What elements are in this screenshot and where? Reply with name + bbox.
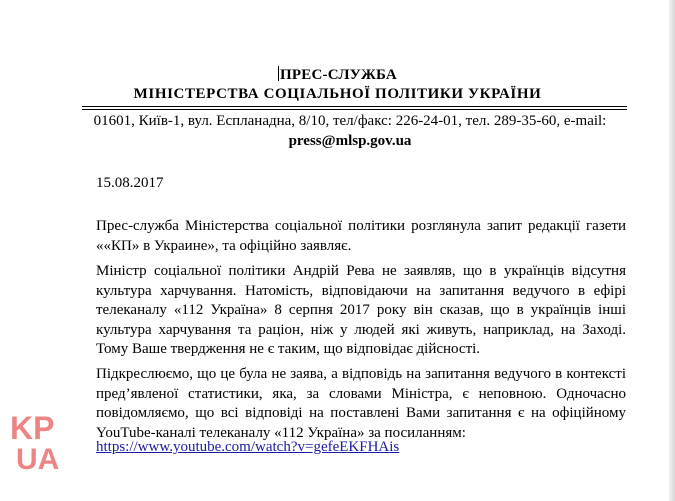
contact-email [70, 131, 630, 151]
header-line-1: ПРЕС-СЛУЖБА [280, 67, 397, 83]
header-rule-top [82, 106, 627, 107]
kp-ua-watermark-logo [2, 405, 94, 473]
header-line-2: МІНІСТЕРСТВА СОЦІАЛЬНОЇ ПОЛІТИКИ УКРАЇНИ [133, 86, 542, 102]
paragraph-3: Підкреслюємо, що це була не заява, а відповідь на запитання ведучого в контексті пред’явленої статистики, яка, за словами Міністра, є неповною. Одночасно повідомляємо, що всі відповіді на поставлені Вами запитання є на офіційному YouTube-каналі телеканалу «112 Україна» за посиланням: [96, 366, 626, 441]
document-date: 15.08.2017 [96, 175, 164, 191]
paragraph-1: Прес-служба Міністерства соціальної політики розглянула запит редакції газети ««КП» в Украине», та офіційно заявляє. [96, 218, 626, 254]
header-rule-bottom [82, 109, 627, 110]
youtube-link[interactable]: https://www.youtube.com/watch?v=gefeEKFHAis [96, 439, 400, 455]
svg-text:UA: UA [16, 443, 60, 473]
svg-text:KP: KP [10, 410, 55, 446]
paragraph-2: Міністр соціальної політики Андрій Рева не заявляв, що в українців відсутня культура харчування. Натомість, відповідаючи на запитання ведучого в ефірі телеканалу «112 Україна» 8 серпня 2017 року він сказав, що в українців інші культура харчування та раціон, ніж у людей які живуть, наприклад, на Заході. Тому Ваше твердження не є таким, що відповідає дійсності. [96, 263, 626, 357]
header-subtitle [0, 86, 675, 103]
contact-address: 01601, Київ-1, вул. Еспланадна, 8/10, тел/факс: 226-24-01, тел. 289-35-60, e-mail: [93, 113, 607, 129]
text-cursor [278, 66, 279, 81]
email-text: press@mlsp.gov.ua [288, 133, 412, 149]
header-title [0, 66, 675, 84]
